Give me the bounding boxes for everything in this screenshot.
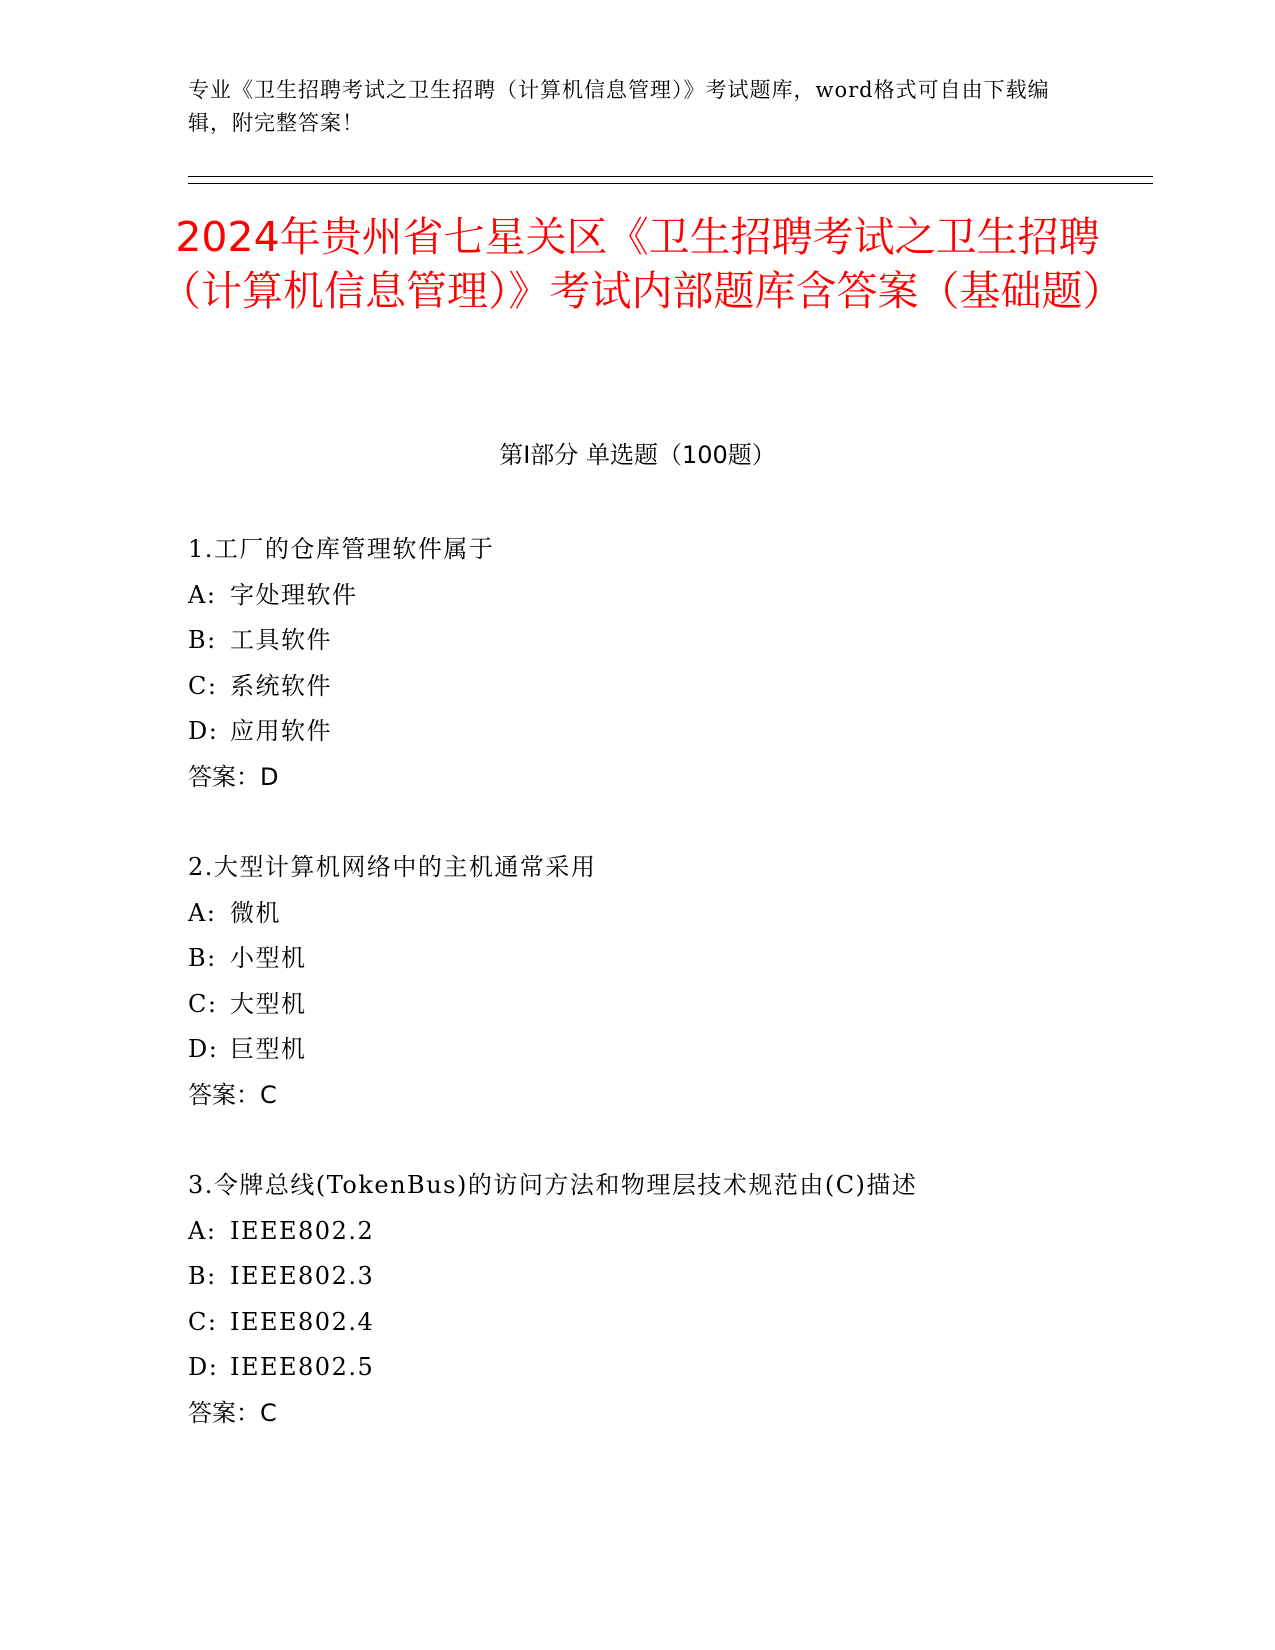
answer-value: C bbox=[260, 1080, 277, 1109]
option-a bbox=[188, 891, 1148, 937]
option-text: 小型机 bbox=[230, 944, 307, 972]
option-text: IEEE802.5 bbox=[230, 1353, 375, 1381]
question-2 bbox=[188, 845, 1148, 1118]
option-key: C: bbox=[188, 671, 218, 700]
option-key: A: bbox=[188, 898, 217, 927]
option-text: 微机 bbox=[230, 898, 281, 927]
option-c bbox=[188, 1300, 1148, 1346]
option-text: 字处理软件 bbox=[230, 580, 358, 609]
answer-label: 答案： bbox=[188, 762, 260, 791]
question-1 bbox=[188, 527, 1148, 800]
answer-value: D bbox=[260, 762, 279, 791]
option-text: IEEE802.2 bbox=[230, 1216, 375, 1245]
option-text: 工具软件 bbox=[230, 626, 332, 654]
question-list bbox=[188, 527, 1148, 1481]
option-c bbox=[188, 982, 1148, 1028]
answer-line bbox=[188, 1073, 1148, 1119]
option-key: D: bbox=[188, 1353, 219, 1381]
question-stem: 3.令牌总线(TokenBus)的访问方法和物理层技术规范由(C)描述 bbox=[188, 1171, 918, 1199]
option-b bbox=[188, 936, 1148, 982]
option-text: 大型机 bbox=[230, 989, 307, 1018]
answer-line bbox=[188, 755, 1148, 801]
option-key: D: bbox=[188, 717, 219, 745]
question-stem: 1.工厂的仓库管理软件属于 bbox=[188, 535, 495, 563]
document-title: 2024年贵州省七星关区《卫生招聘考试之卫生招聘（计算机信息管理）》考试内部题库含答案（基础题） bbox=[160, 213, 1124, 315]
answer-line bbox=[188, 1391, 1148, 1437]
option-text: 系统软件 bbox=[230, 671, 332, 700]
option-a bbox=[188, 573, 1148, 619]
option-key: A: bbox=[188, 580, 217, 609]
answer-value: C bbox=[260, 1398, 277, 1427]
option-key: C: bbox=[188, 989, 218, 1018]
section-title: 第Ⅰ部分 单选题（100题） bbox=[499, 441, 776, 469]
question-3 bbox=[188, 1163, 1148, 1436]
option-key: B: bbox=[188, 1262, 217, 1290]
option-key: C: bbox=[188, 1307, 218, 1336]
option-text: IEEE802.4 bbox=[230, 1307, 375, 1336]
option-text: IEEE802.3 bbox=[230, 1262, 375, 1290]
option-key: B: bbox=[188, 944, 217, 972]
option-key: A: bbox=[188, 1216, 217, 1245]
answer-label: 答案： bbox=[188, 1080, 260, 1109]
answer-label: 答案： bbox=[188, 1398, 260, 1427]
header-divider-top bbox=[188, 176, 1153, 177]
option-b bbox=[188, 618, 1148, 664]
option-key: B: bbox=[188, 626, 217, 654]
option-d bbox=[188, 1027, 1148, 1073]
option-c bbox=[188, 664, 1148, 710]
option-text: 应用软件 bbox=[230, 717, 332, 745]
header-note: 专业《卫生招聘考试之卫生招聘（计算机信息管理）》考试题库，word格式可自由下载编辑，附完整答案！ bbox=[188, 78, 1050, 135]
option-d bbox=[188, 709, 1148, 755]
option-key: D: bbox=[188, 1035, 219, 1063]
option-d bbox=[188, 1345, 1148, 1391]
option-text: 巨型机 bbox=[230, 1035, 307, 1063]
option-b bbox=[188, 1254, 1148, 1300]
header-divider-bottom bbox=[188, 183, 1153, 184]
option-a bbox=[188, 1209, 1148, 1255]
question-stem: 2.大型计算机网络中的主机通常采用 bbox=[188, 853, 597, 881]
